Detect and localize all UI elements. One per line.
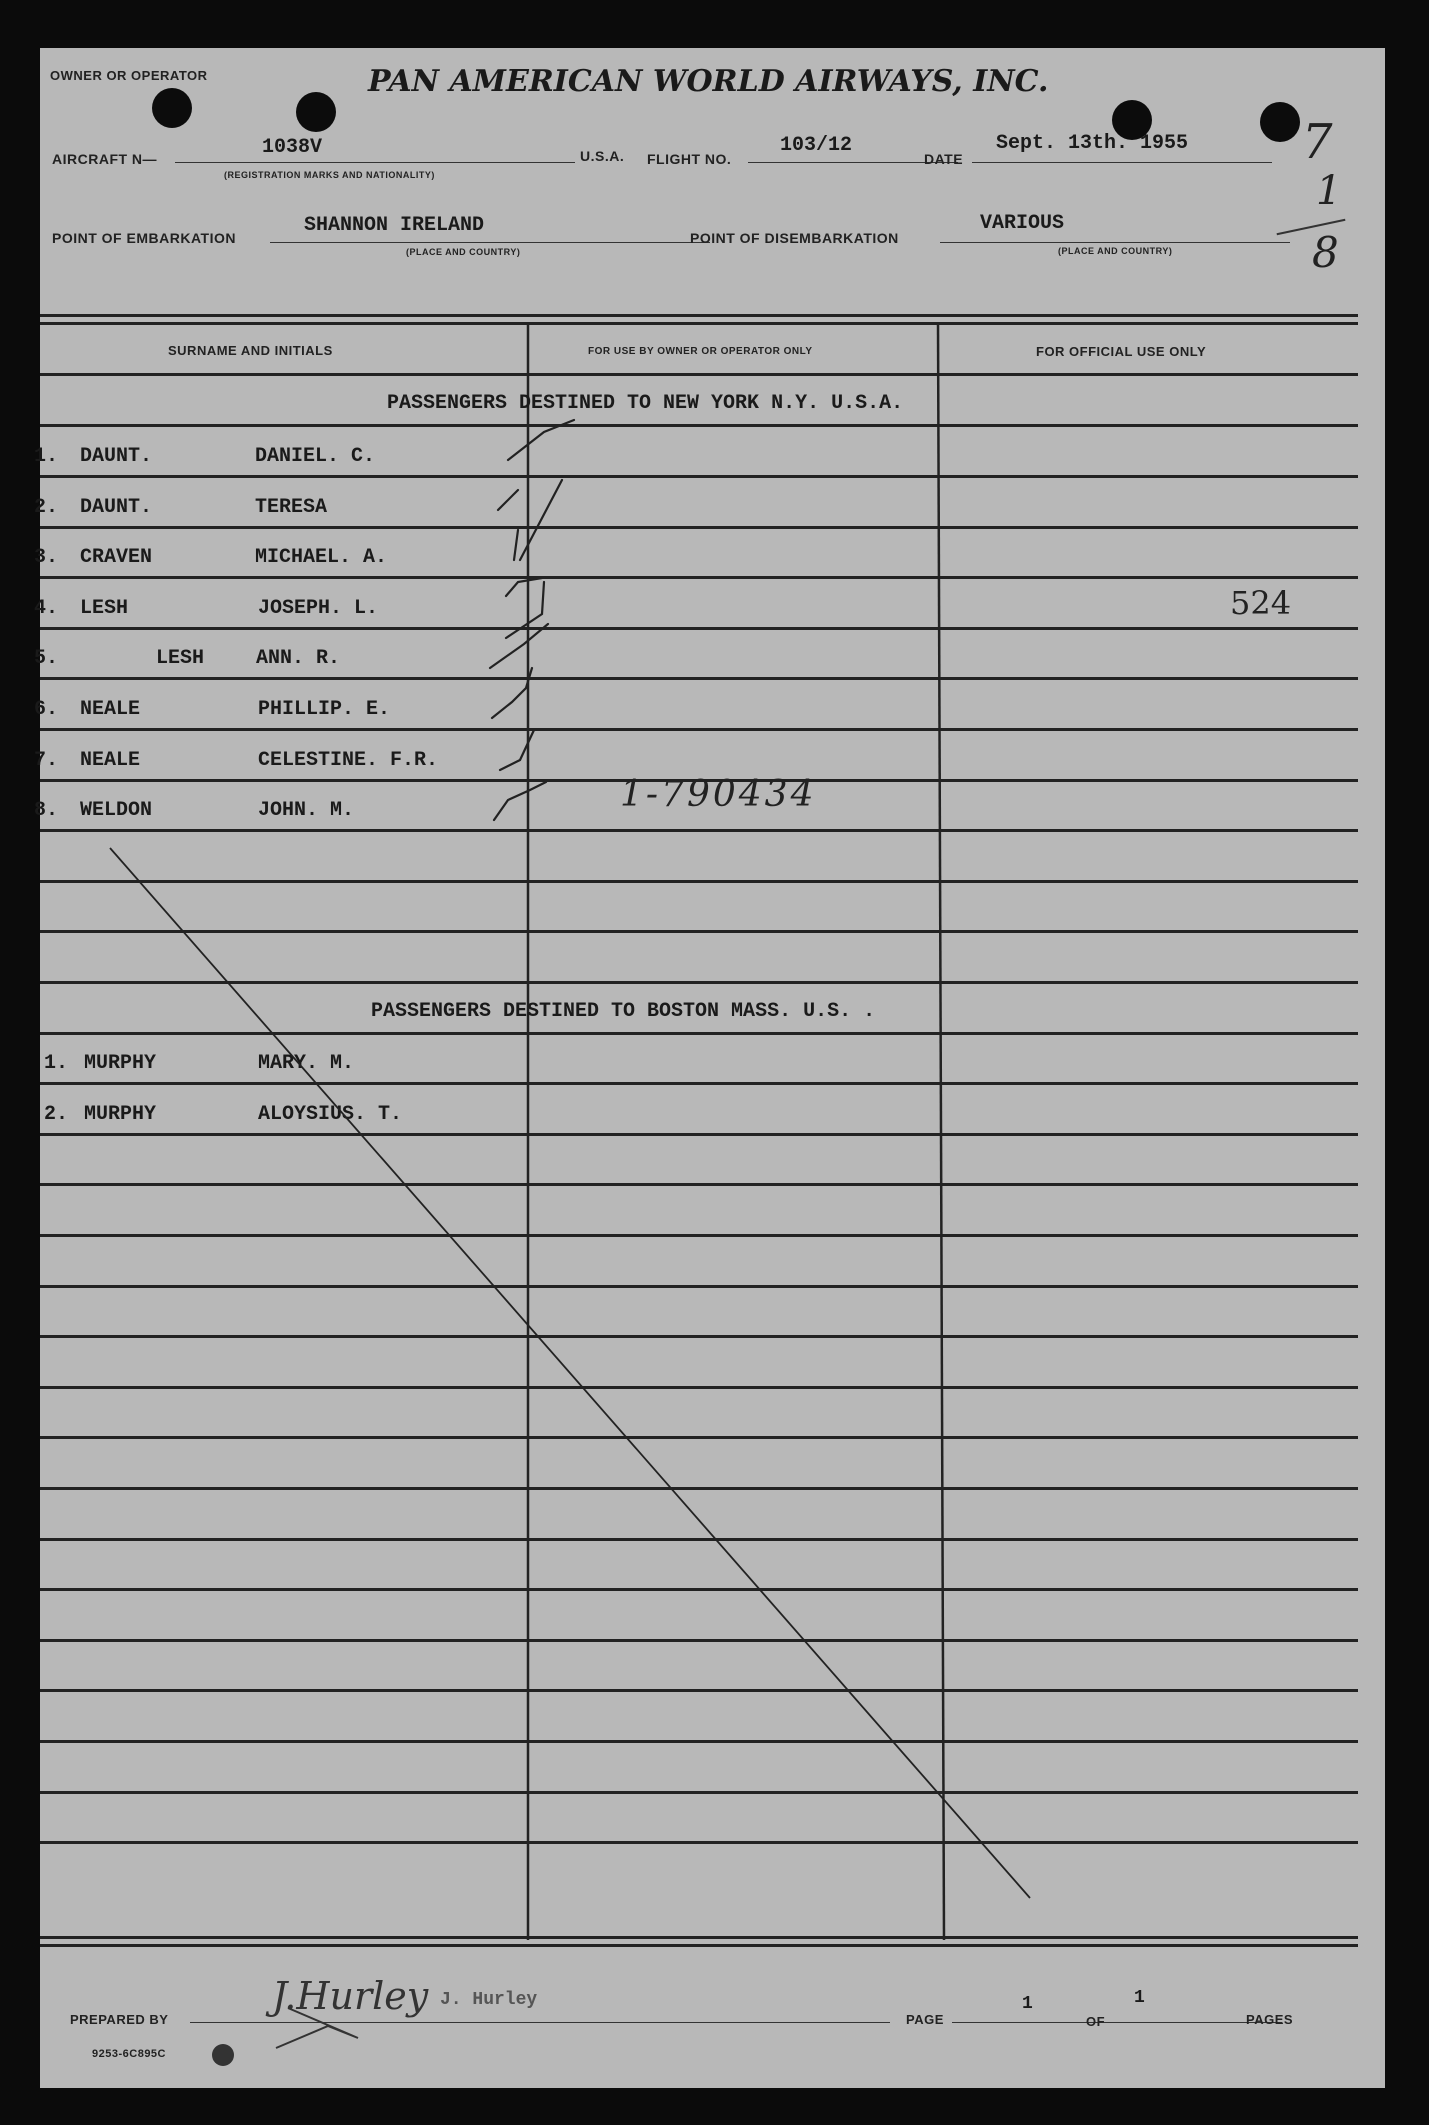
row-number: 7.: [34, 749, 59, 772]
row-number: 8.: [34, 799, 59, 822]
passenger-given-name: JOHN. M.: [258, 799, 355, 822]
disembark-place-note: (PLACE AND COUNTRY): [1058, 246, 1173, 256]
ticket-number: 1-790434: [620, 774, 817, 815]
disembarkation-point: VARIOUS: [980, 212, 1065, 235]
row-number: 2.: [34, 496, 59, 519]
row-number: 1.: [44, 1052, 69, 1075]
union-label-icon: [212, 2044, 234, 2066]
row-number: 2.: [44, 1103, 69, 1126]
corner-fraction-top: 1: [1316, 168, 1342, 214]
passenger-surname: LESH: [80, 597, 129, 620]
page-label: PAGE: [906, 2012, 944, 2027]
passenger-surname: NEALE: [80, 749, 141, 772]
passenger-given-name: MICHAEL. A.: [255, 546, 388, 569]
passenger-given-name: MARY. M.: [258, 1052, 355, 1075]
pages-total: 1: [1134, 1988, 1145, 2008]
passenger-given-name: ALOYSIUS. T.: [258, 1103, 403, 1126]
disembarkation-label: POINT OF DISEMBARKATION: [690, 230, 899, 246]
registration-note: (REGISTRATION MARKS AND NATIONALITY): [224, 170, 435, 180]
company-name: PAN AMERICAN WORLD AIRWAYS, INC.: [368, 64, 1049, 99]
passenger-surname: DAUNT.: [80, 445, 153, 468]
passenger-given-name: JOSEPH. L.: [258, 597, 379, 620]
official-use-column-header: FOR OFFICIAL USE ONLY: [1036, 344, 1207, 359]
aircraft-label: AIRCRAFT N—: [52, 151, 158, 167]
prepared-by-label: PREPARED BY: [70, 2012, 169, 2027]
corner-mark: 7: [1302, 114, 1333, 170]
owner-operator-label: OWNER OR OPERATOR: [50, 68, 208, 83]
of-label: OF: [1086, 2014, 1106, 2029]
row-number: 6.: [34, 698, 59, 721]
form-code: 9253-6C895C: [92, 2048, 166, 2060]
passenger-given-name: CELESTINE. F.R.: [258, 749, 439, 772]
passenger-given-name: DANIEL. C.: [255, 445, 376, 468]
signature-flourish: [268, 1978, 368, 2058]
official-number: 524: [1230, 584, 1292, 622]
date-label: DATE: [924, 151, 964, 167]
passenger-given-name: PHILLIP. E.: [258, 698, 391, 721]
flight-label: FLIGHT NO.: [647, 151, 732, 167]
passenger-surname: NEALE: [80, 698, 141, 721]
embarkation-point: SHANNON IRELAND: [304, 214, 485, 237]
usa-label: U.S.A.: [580, 148, 625, 164]
group-heading-boston: PASSENGERS DESTINED TO BOSTON MASS. U.S. .: [371, 1000, 876, 1023]
passenger-surname: MURPHY: [84, 1103, 157, 1126]
aircraft-number: 1038V: [262, 136, 323, 159]
page-number: 1: [1022, 1994, 1033, 2014]
corner-fraction-bottom: 8: [1312, 228, 1339, 277]
passenger-surname: LESH: [156, 647, 205, 670]
passenger-surname: WELDON: [80, 799, 153, 822]
passenger-given-name: TERESA: [255, 496, 328, 519]
passenger-surname: MURPHY: [84, 1052, 157, 1075]
strike-through-line: [40, 48, 1385, 2088]
passenger-surname: DAUNT.: [80, 496, 153, 519]
row-number: 4.: [34, 597, 59, 620]
row-number: 1.: [34, 445, 59, 468]
surname-column-header: SURNAME AND INITIALS: [168, 343, 333, 358]
manifest-sheet: [34, 48, 1385, 2088]
row-number: 3.: [34, 546, 59, 569]
embarkation-label: POINT OF EMBARKATION: [52, 230, 236, 246]
row-number: 5.: [34, 647, 59, 670]
preparer-name: J. Hurley: [440, 1990, 538, 2010]
pages-label: PAGES: [1246, 2012, 1294, 2027]
passenger-surname: CRAVEN: [80, 546, 153, 569]
owner-use-column-header: FOR USE BY OWNER OR OPERATOR ONLY: [588, 346, 813, 357]
group-heading-new-york: PASSENGERS DESTINED TO NEW YORK N.Y. U.S.A.: [387, 392, 904, 415]
flight-number: 103/12: [780, 134, 853, 157]
passenger-given-name: ANN. R.: [256, 647, 341, 670]
flight-date: Sept. 13th. 1955: [996, 132, 1189, 155]
preparer-signature: J.Hurley: [272, 1974, 429, 2018]
embark-place-note: (PLACE AND COUNTRY): [406, 247, 521, 257]
